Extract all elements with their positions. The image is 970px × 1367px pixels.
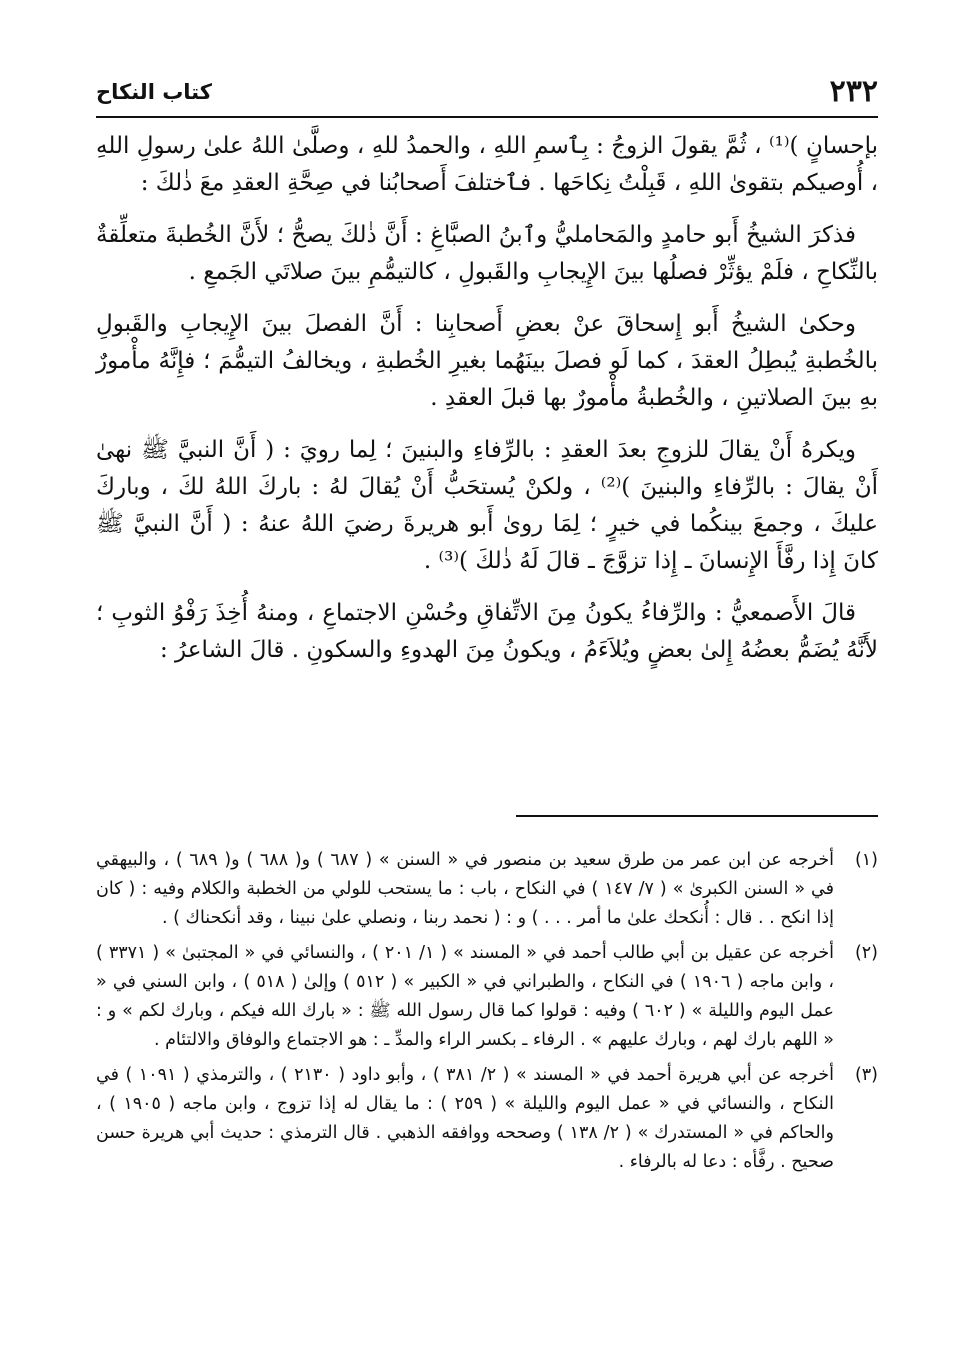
main-text [96, 128, 878, 684]
footnotes [96, 846, 878, 1183]
paragraph: وحكىٰ الشيخُ أَبو إِسحاقَ عنْ بعضِ أَصحابِنا : أَنَّ الفصلَ بينَ الإِيجابِ والقَبولِ بالخُطبةِ يُبطِلُ العقدَ ، كما لَو فصلَ بينَهُما بغيرِ الخُطبةِ ، ويخالفُ التيمُّمَ ؛ فإِنَّهُ مأْمورٌ بهِ بينَ الصلاتينِ ، والخُطبةُ مأْمورٌ بها قبلَ العقدِ . [96, 311, 878, 411]
header-rule [96, 116, 878, 118]
page-header [96, 74, 878, 114]
footnote-number: (١) [854, 850, 878, 870]
page-number: ٢٣٢ [829, 74, 878, 109]
paragraph: بإحسانٍ )⁽¹⁾ ، ثُمَّ يقولَ الزوجُ : بِٱسمِ اللهِ ، والحمدُ للهِ ، وصلَّىٰ اللهُ علىٰ رسولِ اللهِ ، أُوصيكم بتقوىٰ اللهِ ، قَبِلْتُ نِكاحَها . فٱختلفَ أَصحابُنا في صِحَّةِ العقدِ معَ ذٰلكَ : [96, 133, 878, 196]
footnote-number: (٢) [854, 943, 878, 963]
paragraph: قالَ الأَصمعيُّ : والرِّفاءُ يكونُ مِنَ الاتِّفاقِ وحُسْنِ الاجتماعِ ، ومنهُ أُخِذَ رَفْوُ الثوبِ ؛ لأَنَّهُ يُضَمُّ بعضُهُ إِلىٰ بعضٍ ويُلاَءَمُ ، ويكونُ مِنَ الهدوءِ والسكونِ . قالَ الشاعرُ : [96, 600, 878, 663]
footnote-text: أخرجه عن عقيل بن أبي طالب أحمد في « المسند » ( ١/ ٢٠١ ) ، والنسائي في « المجتبىٰ » ( ٣٣٧١ ) ، وابن ماجه ( ١٩٠٦ ) في النكاح ، والطبراني في « الكبير » ( ٥١٢ ) وإلىٰ ( ٥١٨ ) ، وابن السني في « عمل اليوم والليلة » ( ٦٠٢ ) وفيه : قولوا كما قال رسول الله ﷺ : « بارك الله فيكم ، وبارك لكم » و : « اللهم بارك لهم ، وبارك عليهم » . الرفاء ـ بكسر الراء والمدِّ ـ : هو الاجتماع والوفاق والالتئام . [96, 943, 835, 1050]
running-title: كتاب النكاح [96, 80, 212, 104]
paragraph: ويكرهُ أَنْ يقالَ للزوجِ بعدَ العقدِ : بالرِّفاءِ والبنينَ ؛ لِما رويَ : ( أَنَّ النبيَّ ﷺ نهىٰ أَنْ يقالَ : بالرِّفاءِ والبنينَ )⁽²⁾ ، ولكنْ يُستحَبُّ أَنْ يُقالَ لهُ : باركَ اللهُ لكَ ، وباركَ عليكَ ، وجمعَ بينكُما في خيرٍ ؛ لِمَا روىٰ أَبو هريرةَ رضيَ اللهُ عنهُ : ( أَنَّ النبيَّ ﷺ كانَ إِذا رفَّأَ الإِنسانَ ـ إِذا تزوَّجَ ـ قالَ لَهُ ذٰلكَ )⁽³⁾ . [96, 437, 878, 574]
footnote-number: (٣) [854, 1065, 878, 1085]
footnote-text: أخرجه عن أبي هريرة أحمد في « المسند » ( ٢/ ٣٨١ ) ، وأبو داود ( ٢١٣٠ ) ، والترمذي ( ١٠٩١ ) في النكاح ، والنسائي في « عمل اليوم والليلة » ( ٢٥٩ ) : ما يقال له إذا تزوج ، وابن ماجه ( ١٩٠٥ ) ، والحاكم في « المستدرك » ( ٢/ ١٣٨ ) وصححه ووافقه الذهبي . قال الترمذي : حديث أبي هريرة حسن صحيح . رفَّأه : دعا له بالرفاء . [96, 1065, 834, 1172]
paragraph: فذكرَ الشيخُ أَبو حامدٍ والمَحامليُّ وٱبنُ الصبَّاغِ : أَنَّ ذٰلكَ يصحُّ ؛ لأَنَّ الخُطبةَ متعلِّقةٌ بالنِّكاحِ ، فلَمْ يؤثِّرْ فصلُها بينَ الإِيجابِ والقَبولِ ، كالتيمُّمِ بينَ صلاتَي الجَمعِ . [96, 222, 878, 285]
footnote-text: أخرجه عن ابن عمر من طرق سعيد بن منصور في « السنن » ( ٦٨٧ ) و( ٦٨٨ ) و( ٦٨٩ ) ، والبيهقي في « السنن الكبرىٰ » ( ٧/ ١٤٧ ) في النكاح ، باب : ما يستحب للولي من الخطبة والكلام وفيه : ( كان إذا انكح . . قال : أُنكحك علىٰ ما أمر . . . ) و : ( نحمد ربنا ، ونصلي علىٰ نبينا ، وقد أنكحناك ) . [96, 850, 834, 928]
footnote [96, 939, 878, 1055]
footnote-separator [516, 815, 878, 817]
footnote [96, 1061, 878, 1177]
footnote [96, 846, 878, 933]
